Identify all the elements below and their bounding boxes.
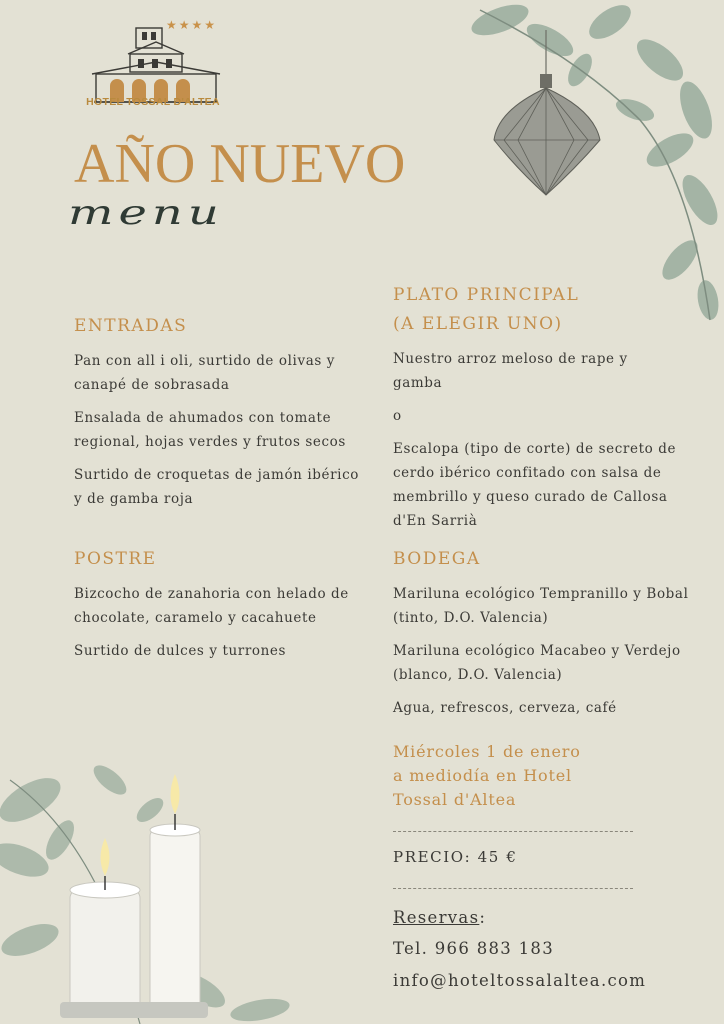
entradas-title: ENTRADAS (74, 316, 188, 336)
bodega-title: BODEGA (393, 549, 481, 569)
hotel-rating-stars: ★★★★ (166, 18, 218, 32)
christmas-ornament-illustration (488, 30, 608, 200)
event-time-location: a mediodía en Hotel (393, 766, 572, 785)
entradas-item: Pan con all i oli, surtido de olivas y canapé de sobrasada (74, 353, 336, 393)
divider (393, 831, 633, 832)
page-title: AÑO NUEVO (74, 133, 406, 195)
reservations-heading (393, 908, 486, 927)
postre-item: Surtido de dulces y turrones (74, 643, 287, 659)
bodega-item: Mariluna ecológico Macabeo y Verdejo (blanco, D.O. Valencia) (393, 643, 681, 683)
plato-principal-separator: o (393, 408, 402, 424)
reservations-colon: : (479, 908, 487, 927)
page-subtitle: menu (68, 193, 224, 233)
event-details (393, 740, 693, 812)
entradas-item: Ensalada de ahumados con tomate regional, hojas verdes y frutos secos (74, 410, 346, 450)
candles-foliage-illustration (0, 740, 330, 1024)
divider (393, 888, 633, 889)
plato-principal-subtitle: (A ELEGIR UNO) (393, 314, 563, 334)
bodega-section (393, 545, 693, 720)
email-link[interactable]: info@hoteltossalaltea.com (393, 971, 647, 990)
postre-section (74, 545, 364, 663)
postre-title: POSTRE (74, 549, 157, 569)
plato-principal-title: PLATO PRINCIPAL (393, 285, 580, 305)
price: PRECIO: 45 € (393, 848, 518, 866)
plato-principal-section (393, 281, 693, 533)
event-venue: Tossal d'Altea (393, 790, 517, 809)
bodega-item: Agua, refrescos, cerveza, café (393, 700, 617, 716)
phone-number[interactable]: Tel. 966 883 183 (393, 939, 555, 958)
plato-principal-item: Nuestro arroz meloso de rape y gamba (393, 351, 628, 391)
postre-item: Bizcocho de zanahoria con helado de chocolate, caramelo y cacahuete (74, 586, 349, 626)
plato-principal-item: Escalopa (tipo de corte) de secreto de cerdo ibérico confitado con salsa de membrillo y queso curado de Callosa d'En Sarrià (393, 441, 677, 529)
event-date: Miércoles 1 de enero (393, 742, 581, 761)
bodega-item: Mariluna ecológico Tempranillo y Bobal (tinto, D.O. Valencia) (393, 586, 689, 626)
hotel-name: HOTEL TOSSAL D'ALTEA (86, 96, 220, 108)
reservations-label: Reservas (393, 908, 480, 927)
entradas-item: Surtido de croquetas de jamón ibérico y de gamba roja (74, 467, 359, 507)
entradas-section (74, 312, 364, 511)
